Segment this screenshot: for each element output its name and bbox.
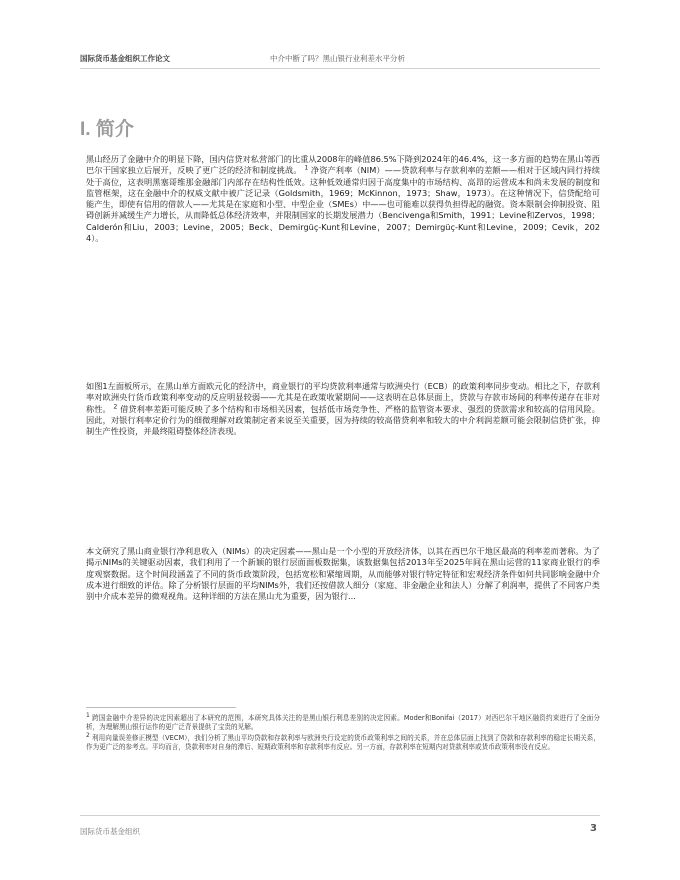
footer-divider — [80, 815, 600, 816]
footnote-ref[interactable]: 1 — [304, 164, 309, 172]
paragraph-study-scope — [86, 546, 600, 602]
paragraph-text: 借贷利率差距可能反映了多个结构和市场相关因素，包括低市场竞争性、严格的监管资本要求、强烈的贷款需求和较高的信用风险。因此，对银行利率定价行为的细微理解对政策制定者来说至关重要，因为持续的较高借贷利率和较大的中介利润差额可能会限制信贷扩张，抑制生产性投资，并最终阻碍整体经济表现。 — [86, 403, 600, 437]
paragraph-intro — [86, 154, 600, 244]
footnote-number: 2 — [86, 731, 90, 739]
header-running-title: 中介中断了吗？黑山银行业利差水平分析 — [270, 54, 405, 63]
paragraph-figure-discussion — [86, 381, 600, 437]
paragraph-text: 如图1左面板所示，在黑山单方面欧元化的经济中，商业银行的平均贷款利率通常与欧洲央行（ECB）的政策利率同步变动。相比之下，存款利率对欧洲央行货币政策利率变动的反应明显较弱——尤其是在政策收紧期间——这表明在总体层面上，贷款与存款市场间的利率传递存在非对称性。 — [86, 381, 600, 414]
footnote-text: 利用向量误差修正模型（VECM），我们分析了黑山平均贷款和存款利率与欧洲央行设定的货币政策利率之间的关系，并在总体层面上找到了贷款和存款利率的稳定长期关系，作为更广泛的参考点。平均而言，贷款利率对自身的滞后、短期政策利率和存款利率有反应。另一方面，存款利率在短期内对贷款利率或货币政策利率没有反应。 — [86, 734, 600, 752]
footnote-number: 1 — [86, 711, 90, 719]
paragraph-text: 本文研究了黑山商业银行净利息收入（NIMs）的决定因素——黑山是一个小型的开放经济体，以其在西巴尔干地区最高的利率差而著称。为了揭示NIMs的关键驱动因素，我们利用了一个新颖的银行层面面板数据集，该数据集包括2013年至2025年间在黑山运营的11家商业银行的季度观察数据。这个时间段涵盖了不同的货币政策阶段，包括宽松和紧缩周期，从而能够对银行特定特征和宏观经济条件如何共同影响金融中介成本进行细致的评估。除了分析银行层面的平均NIMs外，我们还按借款人细分（家庭、非金融企业和法人）分解了利润率，提供了不同客户类别中介成本差异的微观视角。这种详细的方法在黑山尤为重要，因为银行... — [86, 546, 600, 602]
footnote-ref[interactable]: 2 — [113, 402, 118, 410]
footnote-divider — [86, 707, 236, 708]
footnote-1 — [86, 711, 600, 733]
header-org-name: 国际货币基金组织工作论文 — [80, 54, 170, 63]
page-number: 3 — [590, 823, 597, 834]
section-title: I. 简介 — [80, 119, 134, 140]
footer-org-name: 国际货币基金组织 — [80, 827, 140, 836]
header-divider — [80, 68, 600, 69]
paragraph-text: 黑山经历了金融中介的明显下降，国内信贷对私营部门的比重从2008年的峰值86.5%下降到2024年的46.4%，这一多方面的趋势在黑山等西巴尔干国家独立后展开，反映了更广泛的经济和制度挑战。 — [86, 154, 600, 176]
footnote-2 — [86, 731, 600, 753]
paragraph-text: 净资产利率（NIM）——贷款利率与存款利率的差额——相对于区域内同行持续处于高位，这表明黑塞哥维那金融部门内部存在结构性低效。这种低效通常归因于高度集中的市场结构、高昂的运营成本和尚未发展的制度和监管框架，这在金融中介的权威文献中被广泛记录（Goldsmith，1969；McKinnon，1973；Shaw，1973）。在这种情况下，信贷配给可能产生，即使有信用的借款人——尤其是在家庭和小型、中型企业（SMEs）中——也可能难以获得负担得起的融资。资本限制会抑制投资、阻碍创新并减缓生产力增长，从而降低总体经济效率，并限制国家的长期发展潜力（Bencivenga和Smith，1991；Levine和Zervos，1998；Calderón和Liu，2003；Levine，2005；Beck、Demirgüç-Kunt和Levine，2007；Demirgüç-Kunt和Levine，2009；Cevik，2024）。 — [86, 165, 600, 244]
footnote-text: 跨国金融中介差异的决定因素超出了本研究的范围，本研究具体关注的是黑山银行利息差别的决定因素。Moder和Bonifai（2017）对西巴尔干地区融资约束进行了全面分析，为理解黑山银行运作的更广泛背景提供了宝贵的见解。 — [86, 714, 600, 732]
